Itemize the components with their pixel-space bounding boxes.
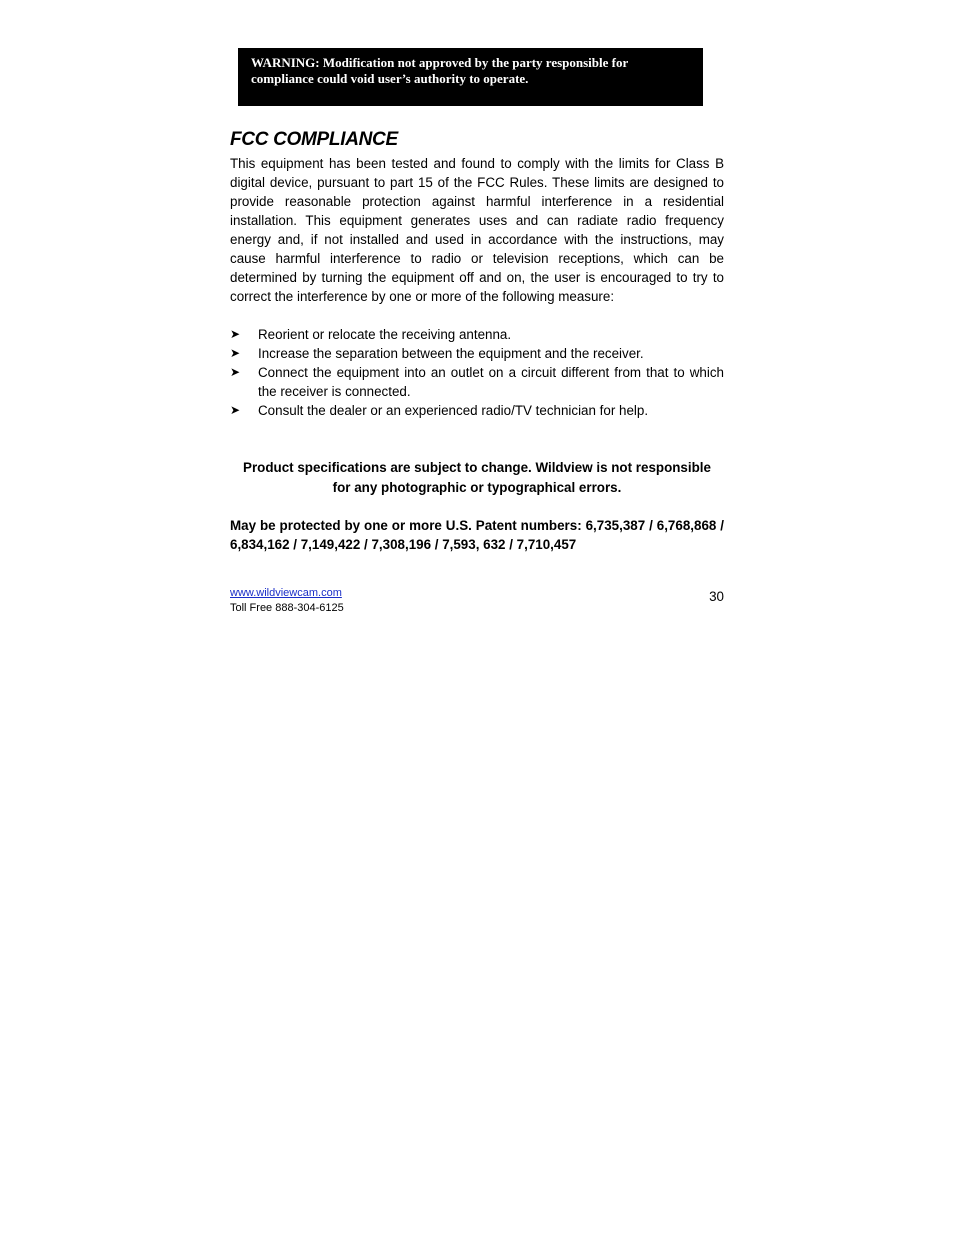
arrowhead-bullet-icon: ➤ — [230, 403, 241, 417]
disclaimer-line-2: for any photographic or typographical errors. — [332, 480, 622, 495]
fcc-measures-list — [230, 325, 724, 420]
list-item-text: Connect the equipment into an outlet on a circuit different from that to which the receiver is connected. — [258, 365, 724, 399]
list-item — [230, 325, 724, 344]
warning-text: WARNING: Modification not approved by the party responsible for compliance could void user’s authority to operate. — [251, 55, 629, 86]
fcc-paragraph: This equipment has been tested and found to comply with the limits for Class B digital device, pursuant to part 15 of the FCC Rules. These limits are designed to provide reasonable protection against harmful interference in a residential installation. This equipment generates uses and can radiate radio frequency energy and, if not installed and used in accordance with the instructions, may cause harmful interference to radio or television receptions, which can be determined by turning the equipment off and on, the user is encouraged to try to correct the interference by one or more of the following measure: — [230, 156, 724, 304]
warning-box — [238, 48, 703, 106]
patent-notice: May be protected by one or more U.S. Patent numbers: 6,735,387 / 6,768,868 / 6,834,162 / 7,149,422 / 7,308,196 / 7,593, 632 / 7,710,457 — [230, 518, 724, 552]
list-item — [230, 401, 724, 420]
arrowhead-bullet-icon: ➤ — [230, 365, 241, 379]
list-item-text: Reorient or relocate the receiving antenna. — [258, 327, 512, 342]
list-item-text: Increase the separation between the equipment and the receiver. — [258, 346, 644, 361]
toll-free-number: Toll Free 888-304-6125 — [230, 602, 344, 614]
list-item-text: Consult the dealer or an experienced radio/TV technician for help. — [258, 403, 649, 418]
page-footer — [230, 586, 724, 618]
main-content — [230, 126, 724, 554]
disclaimer-line-1: Product specifications are subject to change. Wildview is not responsible — [243, 460, 711, 475]
website-link[interactable]: www.wildviewcam.com — [230, 587, 342, 599]
page-title: FCC COMPLIANCE — [230, 129, 398, 150]
list-item — [230, 363, 724, 401]
list-item — [230, 344, 724, 363]
page-number: 30 — [709, 589, 724, 604]
arrowhead-bullet-icon: ➤ — [230, 327, 241, 341]
disclaimer — [230, 458, 724, 498]
arrowhead-bullet-icon: ➤ — [230, 346, 241, 360]
